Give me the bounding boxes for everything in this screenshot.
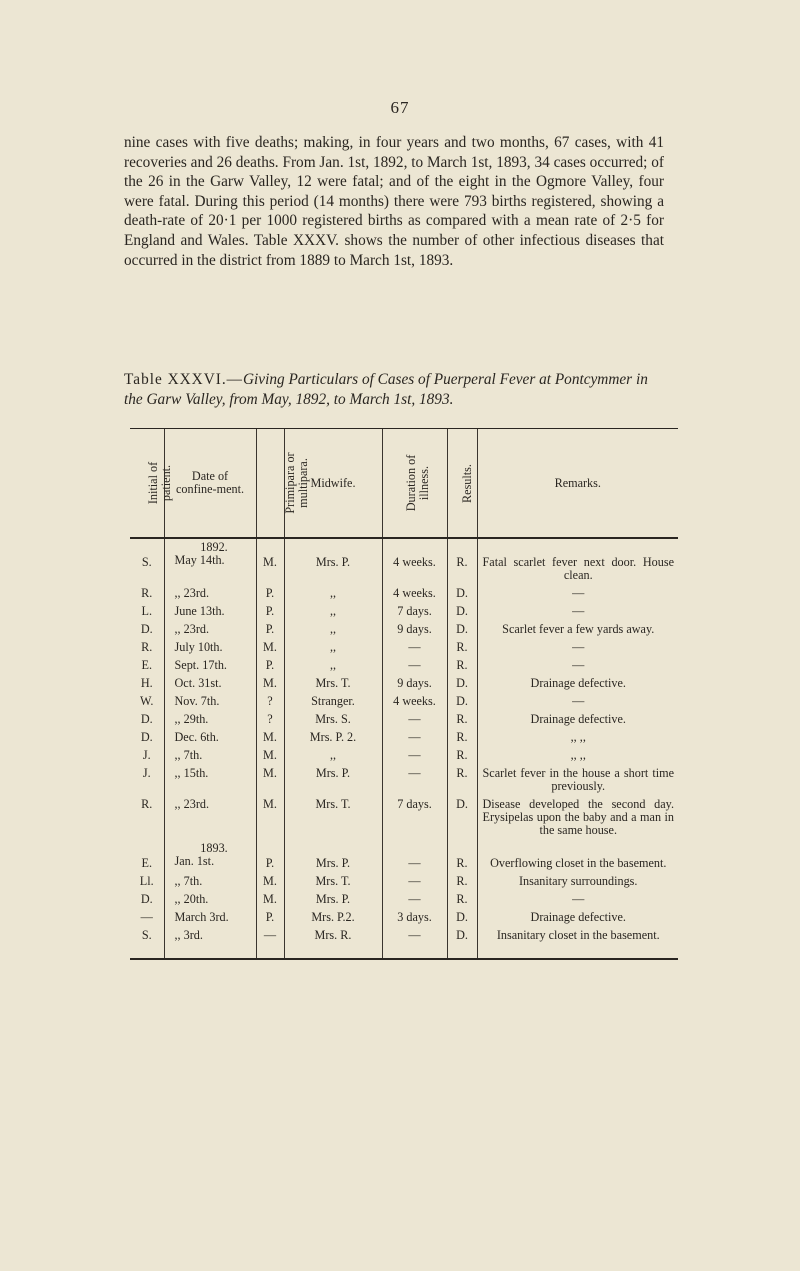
cell-result: R. bbox=[447, 891, 477, 909]
year-label: 1893. bbox=[200, 841, 228, 855]
cell-initial: W. bbox=[140, 694, 154, 708]
cell-duration: 7 days. bbox=[382, 796, 447, 840]
table-row bbox=[130, 711, 678, 729]
cell-para: — bbox=[256, 927, 284, 959]
cell-initial: D. bbox=[140, 730, 153, 744]
cell-remarks: Insanitary closet in the basement. bbox=[477, 927, 678, 959]
puerperal-fever-table bbox=[130, 428, 678, 960]
cell-initial: D. bbox=[140, 712, 153, 726]
cell-remarks: Scarlet fever a few yards away. bbox=[477, 621, 678, 639]
header-results: Results. bbox=[447, 429, 477, 539]
cell-midwife: Mrs. T. bbox=[284, 675, 382, 693]
cell-remarks: Drainage defective. bbox=[477, 909, 678, 927]
cell-duration: — bbox=[382, 840, 447, 873]
cell-date bbox=[164, 891, 256, 909]
cell-initial: E. bbox=[141, 658, 152, 672]
cell-remarks: Disease developed the second day. Erysipelas upon the baby and a man in the same house. bbox=[477, 796, 678, 840]
table-row bbox=[130, 909, 678, 927]
table-title bbox=[124, 370, 664, 409]
cell-date bbox=[164, 639, 256, 657]
cell-initial: J. bbox=[142, 766, 151, 780]
cell-para: M. bbox=[256, 747, 284, 765]
cell-para: M. bbox=[256, 538, 284, 585]
cell-midwife: Mrs. P. bbox=[284, 538, 382, 585]
cell-result: R. bbox=[447, 873, 477, 891]
cell-initial: H. bbox=[140, 676, 153, 690]
date-text: May 14th. bbox=[174, 553, 225, 567]
table-title-text: Giving Particulars of Cases of Puerperal Fever at Pontcymmer in the Garw Valley, from May, 1892, to March 1st, 1893. bbox=[124, 371, 648, 408]
cell-remarks: Overflowing closet in the basement. bbox=[477, 840, 678, 873]
page-number: 67 bbox=[390, 98, 410, 117]
cell-midwife: Mrs. T. bbox=[284, 873, 382, 891]
cell-remarks: — bbox=[477, 585, 678, 603]
cell-initial: E. bbox=[141, 856, 152, 870]
cell-date bbox=[164, 840, 256, 873]
date-text: June 13th. bbox=[174, 604, 225, 618]
cell-result: R. bbox=[447, 747, 477, 765]
cell-remarks: — bbox=[477, 639, 678, 657]
year-label: 1892. bbox=[200, 540, 228, 554]
cell-initial: S. bbox=[130, 927, 164, 959]
cell-date bbox=[164, 693, 256, 711]
cell-date bbox=[164, 603, 256, 621]
cell-duration: — bbox=[382, 747, 447, 765]
date-text: Oct. 31st. bbox=[174, 676, 222, 690]
cell-remarks: — bbox=[477, 891, 678, 909]
cell-date bbox=[164, 747, 256, 765]
date-text: Nov. 7th. bbox=[174, 694, 220, 708]
cell-initial: R. bbox=[141, 586, 153, 600]
cell-remarks: — bbox=[477, 657, 678, 675]
cell-result: R. bbox=[447, 711, 477, 729]
cell-midwife: Mrs. P.2. bbox=[284, 909, 382, 927]
table-row bbox=[130, 538, 678, 585]
cell-para: P. bbox=[256, 603, 284, 621]
cell-para: M. bbox=[256, 796, 284, 840]
cell-result: R. bbox=[447, 840, 477, 873]
cell-initial: — bbox=[140, 910, 153, 924]
date-text: ,, 20th. bbox=[174, 892, 209, 906]
cell-midwife: ,, bbox=[284, 747, 382, 765]
cell-duration: 4 weeks. bbox=[382, 538, 447, 585]
cell-duration: 3 days. bbox=[382, 909, 447, 927]
cell-midwife: ,, bbox=[284, 603, 382, 621]
date-text: July 10th. bbox=[174, 640, 223, 654]
cell-para: P. bbox=[256, 840, 284, 873]
date-text: ,, 23rd. bbox=[174, 622, 210, 636]
date-text: Jan. 1st. bbox=[174, 854, 215, 868]
cell-midwife: ,, bbox=[284, 639, 382, 657]
cell-para: P. bbox=[256, 657, 284, 675]
cell-duration: — bbox=[382, 639, 447, 657]
cell-initial: D. bbox=[140, 622, 153, 636]
cell-date bbox=[164, 585, 256, 603]
cell-date bbox=[164, 657, 256, 675]
table-row bbox=[130, 796, 678, 840]
date-text: Dec. 6th. bbox=[174, 730, 219, 744]
header-date: Date of confine-ment. bbox=[164, 429, 256, 539]
cell-duration: — bbox=[382, 873, 447, 891]
cell-date bbox=[164, 675, 256, 693]
cell-initial: S. bbox=[141, 555, 152, 569]
date-text: ,, 7th. bbox=[174, 874, 203, 888]
cell-para: ? bbox=[256, 711, 284, 729]
table-row bbox=[130, 840, 678, 873]
cell-date bbox=[164, 927, 256, 959]
cell-midwife: Mrs. R. bbox=[284, 927, 382, 959]
cell-midwife: Mrs. P. bbox=[284, 891, 382, 909]
cell-duration: 7 days. bbox=[382, 603, 447, 621]
cell-date bbox=[164, 621, 256, 639]
cell-date bbox=[164, 765, 256, 796]
cell-result: D. bbox=[447, 796, 477, 840]
cell-midwife: Mrs. P. 2. bbox=[284, 729, 382, 747]
cell-para: P. bbox=[256, 585, 284, 603]
cell-para: M. bbox=[256, 729, 284, 747]
intro-paragraph: nine cases with five deaths; making, in four years and two months, 67 cases, with 41 recoveries and 26 deaths. From Jan. 1st, 1892, to March 1st, 1893, 34 cases occurred; of the 26 in the Garw Valley, 12 were fatal; and of the eight in the Ogmore Valley, four were fatal. During this period (14 months) there were 793 births registered, showing a death-rate of 20·1 per 1000 registered births as compared with a mean rate of 2·5 for England and Wales. Table XXXV. shows the number of other infectious diseases that occurred in the district from 1889 to March 1st, 1893. bbox=[124, 134, 664, 269]
cell-midwife: Mrs. T. bbox=[284, 796, 382, 840]
cell-result: D. bbox=[447, 927, 477, 959]
table-body bbox=[130, 538, 678, 959]
cell-midwife: Mrs. P. bbox=[284, 840, 382, 873]
header-para: Primipara or multipara. bbox=[256, 429, 284, 539]
cell-initial: R. bbox=[141, 797, 153, 811]
cell-para: M. bbox=[256, 765, 284, 796]
table-row bbox=[130, 639, 678, 657]
cell-result: R. bbox=[447, 765, 477, 796]
cell-duration: — bbox=[382, 891, 447, 909]
table-row bbox=[130, 873, 678, 891]
cell-duration: — bbox=[382, 765, 447, 796]
cell-date bbox=[164, 909, 256, 927]
cell-duration: — bbox=[382, 657, 447, 675]
cell-para: P. bbox=[256, 909, 284, 927]
cell-para: M. bbox=[256, 873, 284, 891]
table-row bbox=[130, 603, 678, 621]
table-row bbox=[130, 621, 678, 639]
date-text: Sept. 17th. bbox=[174, 658, 227, 672]
header-duration: Duration of illness. bbox=[382, 429, 447, 539]
date-text: ,, 23rd. bbox=[174, 586, 210, 600]
date-text: March 3rd. bbox=[174, 910, 229, 924]
cell-midwife: Mrs. P. bbox=[284, 765, 382, 796]
cell-duration: 9 days. bbox=[382, 675, 447, 693]
date-text: ,, 7th. bbox=[174, 748, 203, 762]
cell-midwife: Mrs. S. bbox=[284, 711, 382, 729]
date-text: ,, 23rd. bbox=[174, 797, 210, 811]
cell-midwife: ,, bbox=[284, 657, 382, 675]
cell-midwife: ,, bbox=[284, 585, 382, 603]
cell-para: M. bbox=[256, 891, 284, 909]
cell-remarks: ,, ,, bbox=[477, 747, 678, 765]
cell-date bbox=[164, 729, 256, 747]
cell-date bbox=[164, 538, 256, 585]
cell-result: R. bbox=[447, 657, 477, 675]
cell-result: D. bbox=[447, 693, 477, 711]
cell-result: D. bbox=[447, 909, 477, 927]
cell-date bbox=[164, 711, 256, 729]
table-row bbox=[130, 675, 678, 693]
cell-remarks: ,, ,, bbox=[477, 729, 678, 747]
cell-duration: — bbox=[382, 729, 447, 747]
table-row bbox=[130, 891, 678, 909]
cell-remarks: Insanitary surroundings. bbox=[477, 873, 678, 891]
table-row bbox=[130, 765, 678, 796]
table-caption: Table XXXVI.— bbox=[124, 371, 243, 388]
cell-para: P. bbox=[256, 621, 284, 639]
header-initial: Initial of patient. bbox=[130, 429, 164, 539]
cell-initial: D. bbox=[140, 892, 153, 906]
cell-result: R. bbox=[447, 538, 477, 585]
cell-para: M. bbox=[256, 675, 284, 693]
cell-para: M. bbox=[256, 639, 284, 657]
cell-para: ? bbox=[256, 693, 284, 711]
table-row bbox=[130, 927, 678, 959]
cell-remarks: Drainage defective. bbox=[477, 711, 678, 729]
cell-date bbox=[164, 796, 256, 840]
cell-remarks: — bbox=[477, 693, 678, 711]
cell-date bbox=[164, 873, 256, 891]
cell-remarks: Scarlet fever in the house a short time previously. bbox=[477, 765, 678, 796]
table-header-row bbox=[130, 429, 678, 539]
cell-result: R. bbox=[447, 639, 477, 657]
cell-remarks: Fatal scarlet fever next door. House clean. bbox=[477, 538, 678, 585]
cell-initial: Ll. bbox=[139, 874, 154, 888]
cell-duration: — bbox=[382, 927, 447, 959]
cell-result: D. bbox=[447, 585, 477, 603]
date-text: ,, 15th. bbox=[174, 766, 209, 780]
cell-midwife: ,, bbox=[284, 621, 382, 639]
header-remarks: Remarks. bbox=[477, 429, 678, 539]
table-row bbox=[130, 747, 678, 765]
cell-duration: 9 days. bbox=[382, 621, 447, 639]
cell-midwife: Stranger. bbox=[284, 693, 382, 711]
cell-duration: 4 weeks. bbox=[382, 693, 447, 711]
cell-result: D. bbox=[447, 675, 477, 693]
table-row bbox=[130, 729, 678, 747]
cell-initial: J. bbox=[142, 748, 151, 762]
cell-remarks: — bbox=[477, 603, 678, 621]
date-text: ,, 3rd. bbox=[174, 928, 203, 942]
table-row bbox=[130, 657, 678, 675]
table-row bbox=[130, 585, 678, 603]
cell-remarks: Drainage defective. bbox=[477, 675, 678, 693]
header-midwife: Midwife. bbox=[284, 429, 382, 539]
cell-result: R. bbox=[447, 729, 477, 747]
table-row bbox=[130, 693, 678, 711]
date-text: ,, 29th. bbox=[174, 712, 209, 726]
cell-initial: R. bbox=[141, 640, 153, 654]
cell-initial: L. bbox=[141, 604, 152, 618]
cell-duration: — bbox=[382, 711, 447, 729]
cell-duration: 4 weeks. bbox=[382, 585, 447, 603]
cell-result: D. bbox=[447, 621, 477, 639]
cell-result: D. bbox=[447, 603, 477, 621]
